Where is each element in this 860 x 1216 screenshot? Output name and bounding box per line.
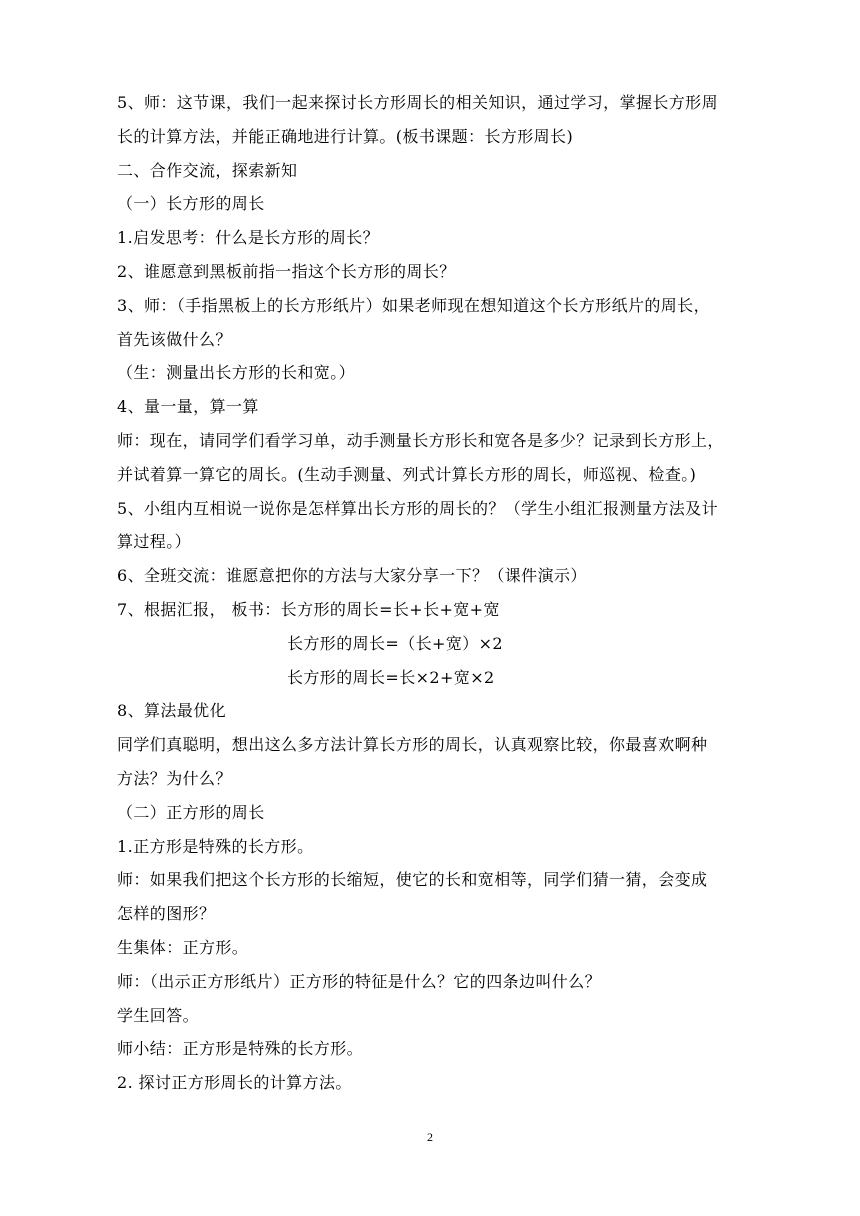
formula-line: 长方形的周长=长×2+宽×2 xyxy=(287,667,495,687)
text-line: 4、量一量，算一算 xyxy=(117,397,259,417)
text-line: 长的计算方法，并能正确地进行计算。(板书课题：长方形周长) xyxy=(117,126,574,146)
text-line: 师小结：正方形是特殊的长方形。 xyxy=(117,1039,364,1059)
subsection-heading: （二）正方形的周长 xyxy=(117,802,265,822)
subsection-heading: （一）长方形的周长 xyxy=(117,194,265,214)
text-line: 同学们真聪明，想出这么多方法计算长方形的周长，认真观察比较，你最喜欢啊种 xyxy=(117,735,708,755)
text-line: 6、全班交流：谁愿意把你的方法与大家分享一下？（课件演示） xyxy=(117,566,587,586)
text-line: 师：现在，请同学们看学习单，动手测量长方形长和宽各是多少？记录到长方形上， xyxy=(117,430,724,450)
text-line: 8、算法最优化 xyxy=(117,701,226,721)
text-line: 2、谁愿意到黑板前指一指这个长方形的周长？ xyxy=(117,261,456,281)
text-line: 并试着算一算它的周长。(生动手测量、列式计算长方形的周长，师巡视、检查。) xyxy=(117,464,697,484)
page-number: 2 xyxy=(427,1130,433,1144)
text-line: 2. 探讨正方形周长的计算方法。 xyxy=(117,1073,352,1093)
formula-line: 长方形的周长=（长+宽）×2 xyxy=(287,633,503,653)
text-line: 首先该做什么？ xyxy=(117,329,232,349)
text-line: 3、师：（手指黑板上的长方形纸片）如果老师现在想知道这个长方形纸片的周长， xyxy=(117,295,710,315)
text-line: 生集体：正方形。 xyxy=(117,937,249,957)
text-line: 师：如果我们把这个长方形的长缩短，使它的长和宽相等，同学们猜一猜，会变成 xyxy=(117,870,708,890)
text-line: 5、小组内互相说一说你是怎样算出长方形的周长的？（学生小组汇报测量方法及计 xyxy=(117,498,718,518)
text-line: 怎样的图形？ xyxy=(117,904,216,924)
text-line: 师：（出示正方形纸片）正方形的特征是什么？它的四条边叫什么？ xyxy=(117,971,602,991)
text-line: 1.启发思考：什么是长方形的周长？ xyxy=(117,228,380,248)
text-line: （生：测量出长方形的长和宽。） xyxy=(117,363,356,383)
text-line: 算过程。） xyxy=(117,532,192,552)
text-line: 5、师：这节课，我们一起来探讨长方形周长的相关知识，通过学习，掌握长方形周 xyxy=(117,93,718,112)
text-line: 学生回答。 xyxy=(117,1005,200,1025)
formula-line: 7、根据汇报， 板书：长方形的周长=长+长+宽+宽 xyxy=(117,599,500,619)
text-line: 方法？为什么？ xyxy=(117,768,232,788)
section-heading: 二、合作交流，探索新知 xyxy=(117,160,298,180)
page-body xyxy=(117,86,757,1100)
text-line: 1.正方形是特殊的长方形。 xyxy=(117,836,314,856)
